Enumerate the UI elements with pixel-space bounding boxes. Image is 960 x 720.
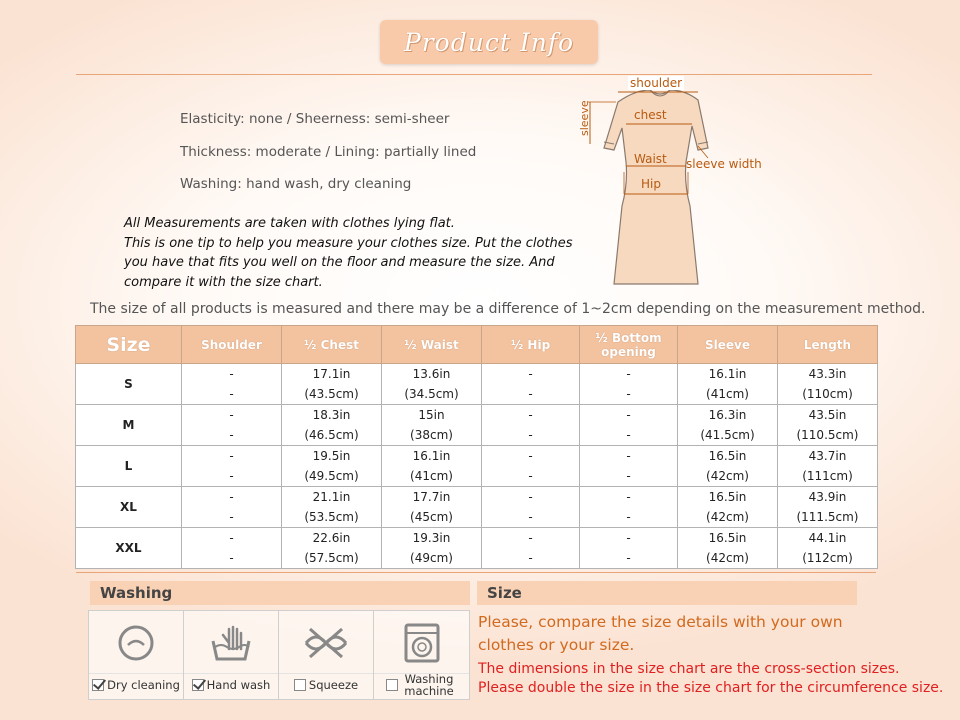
size-compare-line: Please, compare the size details with your own xyxy=(478,613,843,631)
dress-measurement-diagram xyxy=(580,76,780,290)
table-cell-sleeve: (41cm) xyxy=(678,384,778,405)
sleeve-label: sleeve xyxy=(578,100,591,136)
table-cell-shoulder: - xyxy=(182,446,282,467)
size-label-cell: S xyxy=(76,364,182,405)
table-cell-waist: 13.6in xyxy=(382,364,482,385)
table-cell-chest: 21.1in xyxy=(282,487,382,508)
table-cell-hip: - xyxy=(482,384,580,405)
table-row xyxy=(76,507,878,528)
header-shoulder: Shoulder xyxy=(182,326,282,364)
table-cell-hip: - xyxy=(482,548,580,569)
washing-heading: Washing xyxy=(90,581,470,605)
spec-elasticity: Elasticity: none / Sheerness: semi-sheer xyxy=(180,111,450,127)
hip-label: Hip xyxy=(641,177,661,191)
section-divider xyxy=(76,572,876,573)
tip-line: All Measurements are taken with clothes lying flat. xyxy=(124,216,455,231)
table-cell-shoulder: - xyxy=(182,364,282,385)
table-cell-hip: - xyxy=(482,528,580,549)
table-cell-sleeve: 16.5in xyxy=(678,446,778,467)
measurement-tip xyxy=(124,214,584,292)
dry-cleaning-checkbox[interactable] xyxy=(92,679,104,691)
table-cell-waist: (45cm) xyxy=(382,507,482,528)
table-cell-chest: 19.5in xyxy=(282,446,382,467)
wash-option-washing-machine xyxy=(374,611,469,699)
wash-option-label xyxy=(279,673,373,695)
table-cell-sleeve: (42cm) xyxy=(678,548,778,569)
table-cell-bottom: - xyxy=(580,446,678,467)
header-length: Length xyxy=(778,326,878,364)
table-row xyxy=(76,528,878,549)
table-cell-length: (112cm) xyxy=(778,548,878,569)
table-cell-bottom: - xyxy=(580,466,678,487)
table-cell-hip: - xyxy=(482,446,580,467)
table-body xyxy=(76,364,878,569)
table-cell-sleeve: 16.5in xyxy=(678,528,778,549)
tip-line: you have that fits you well on the floor and measure the size. And xyxy=(124,255,555,270)
chest-label: chest xyxy=(634,108,667,122)
table-row xyxy=(76,425,878,446)
dry-cleaning-icon xyxy=(112,619,160,667)
table-cell-chest: (43.5cm) xyxy=(282,384,382,405)
table-cell-sleeve: (41.5cm) xyxy=(678,425,778,446)
squeeze-text: Squeeze xyxy=(308,677,359,692)
size-dimension-line: Please double the size in the size chart for the circumference size. xyxy=(478,680,944,696)
table-cell-waist: 17.7in xyxy=(382,487,482,508)
table-cell-sleeve: 16.1in xyxy=(678,364,778,385)
table-cell-shoulder: - xyxy=(182,548,282,569)
size-dimension-note xyxy=(478,660,958,698)
table-cell-hip: - xyxy=(482,507,580,528)
size-heading: Size xyxy=(477,581,857,605)
washing-machine-checkbox[interactable] xyxy=(386,679,398,691)
table-cell-length: 43.9in xyxy=(778,487,878,508)
table-cell-bottom: - xyxy=(580,507,678,528)
wash-option-label xyxy=(184,673,278,695)
table-cell-shoulder: - xyxy=(182,528,282,549)
table-cell-bottom: - xyxy=(580,548,678,569)
waist-label: Waist xyxy=(634,152,667,166)
wash-option-squeeze xyxy=(279,611,374,699)
spec-washing: Washing: hand wash, dry cleaning xyxy=(180,176,412,192)
wash-option-label xyxy=(89,673,183,695)
spec-thickness: Thickness: moderate / Lining: partially lined xyxy=(180,144,477,160)
table-header-row xyxy=(76,326,878,364)
table-cell-length: (111.5cm) xyxy=(778,507,878,528)
table-cell-bottom: - xyxy=(580,364,678,385)
header-chest: ½ Chest xyxy=(282,326,382,364)
header-waist: ½ Waist xyxy=(382,326,482,364)
wash-option-label xyxy=(374,671,469,698)
table-cell-chest: 18.3in xyxy=(282,405,382,426)
shoulder-label: shoulder xyxy=(630,76,683,90)
table-cell-sleeve: 16.5in xyxy=(678,487,778,508)
hand-wash-icon xyxy=(207,619,255,667)
size-label-cell: XXL xyxy=(76,528,182,569)
table-row xyxy=(76,487,878,508)
measurement-note: The size of all products is measured and there may be a difference of 1~2cm depending on the measurement method. xyxy=(90,301,926,317)
tip-line: This is one tip to help you measure your clothes size. Put the clothes xyxy=(124,235,573,251)
table-row xyxy=(76,405,878,426)
table-cell-waist: (34.5cm) xyxy=(382,384,482,405)
table-cell-hip: - xyxy=(482,487,580,508)
table-cell-length: 43.5in xyxy=(778,405,878,426)
header-sleeve: Sleeve xyxy=(678,326,778,364)
table-cell-waist: (49cm) xyxy=(382,548,482,569)
washing-options xyxy=(88,610,470,700)
header-bottom-opening: ½ Bottom opening xyxy=(580,326,678,364)
table-row xyxy=(76,364,878,385)
sleeve-width-label: sleeve width xyxy=(686,157,762,171)
title-banner xyxy=(380,20,598,64)
table-cell-sleeve: (42cm) xyxy=(678,466,778,487)
table-cell-shoulder: - xyxy=(182,425,282,446)
title-divider xyxy=(76,74,872,75)
size-compare-line: clothes or your size. xyxy=(478,636,635,654)
washing-machine-icon xyxy=(398,619,446,667)
table-row xyxy=(76,446,878,467)
size-compare-text xyxy=(478,611,878,657)
page-title: Product Info xyxy=(403,27,575,57)
table-cell-shoulder: - xyxy=(182,405,282,426)
table-cell-waist: 15in xyxy=(382,405,482,426)
table-cell-bottom: - xyxy=(580,528,678,549)
table-cell-chest: (53.5cm) xyxy=(282,507,382,528)
table-cell-chest: 17.1in xyxy=(282,364,382,385)
table-cell-chest: 22.6in xyxy=(282,528,382,549)
table-row xyxy=(76,466,878,487)
table-cell-length: 44.1in xyxy=(778,528,878,549)
table-cell-length: 43.7in xyxy=(778,446,878,467)
table-cell-bottom: - xyxy=(580,425,678,446)
header-hip: ½ Hip xyxy=(482,326,580,364)
table-cell-length: (111cm) xyxy=(778,466,878,487)
table-cell-sleeve: (42cm) xyxy=(678,507,778,528)
table-cell-bottom: - xyxy=(580,405,678,426)
table-cell-hip: - xyxy=(482,425,580,446)
table-cell-chest: (57.5cm) xyxy=(282,548,382,569)
table-cell-waist: 16.1in xyxy=(382,446,482,467)
table-cell-shoulder: - xyxy=(182,507,282,528)
table-cell-length: (110cm) xyxy=(778,384,878,405)
tip-line: compare it with the size chart. xyxy=(124,274,323,290)
table-cell-length: (110.5cm) xyxy=(778,425,878,446)
size-dimension-line: The dimensions in the size chart are the cross-section sizes. xyxy=(478,661,900,677)
hand-wash-text: Hand wash xyxy=(206,677,271,692)
size-chart-table xyxy=(75,325,878,569)
table-cell-waist: (38cm) xyxy=(382,425,482,446)
table-cell-sleeve: 16.3in xyxy=(678,405,778,426)
table-cell-shoulder: - xyxy=(182,466,282,487)
table-cell-waist: (41cm) xyxy=(382,466,482,487)
wash-option-dry-cleaning xyxy=(89,611,184,699)
dry-cleaning-text: Dry cleaning xyxy=(107,677,180,692)
hand-wash-checkbox[interactable] xyxy=(192,679,204,691)
table-cell-hip: - xyxy=(482,466,580,487)
table-cell-chest: (49.5cm) xyxy=(282,466,382,487)
table-cell-shoulder: - xyxy=(182,487,282,508)
size-label-cell: L xyxy=(76,446,182,487)
header-size: Size xyxy=(76,326,182,364)
table-cell-shoulder: - xyxy=(182,384,282,405)
no-wring-icon xyxy=(302,619,350,667)
table-row xyxy=(76,384,878,405)
wash-option-hand-wash xyxy=(184,611,279,699)
table-cell-waist: 19.3in xyxy=(382,528,482,549)
size-label-cell: XL xyxy=(76,487,182,528)
table-cell-length: 43.3in xyxy=(778,364,878,385)
table-cell-bottom: - xyxy=(580,487,678,508)
table-cell-hip: - xyxy=(482,405,580,426)
table-cell-chest: (46.5cm) xyxy=(282,425,382,446)
squeeze-checkbox[interactable] xyxy=(294,679,306,691)
washing-machine-text: Washing machine xyxy=(404,671,454,698)
size-label-cell: M xyxy=(76,405,182,446)
table-cell-bottom: - xyxy=(580,384,678,405)
table-row xyxy=(76,548,878,569)
table-cell-hip: - xyxy=(482,364,580,385)
